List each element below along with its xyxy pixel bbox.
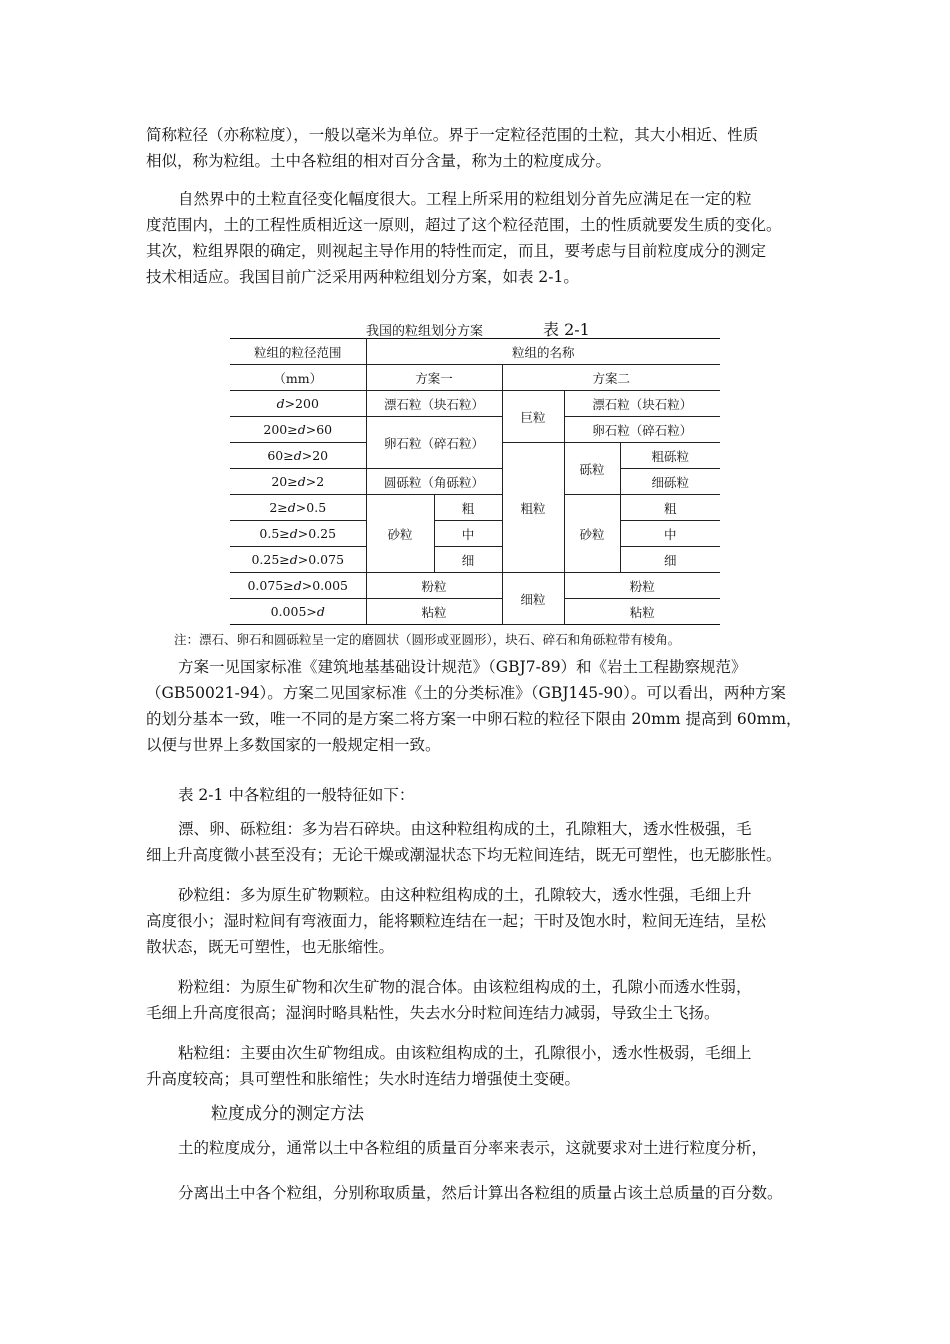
paragraph-intro-characteristics [146,782,808,808]
table-cell: 细 [620,547,720,573]
paragraph-grain-size-definition [146,122,808,174]
table-row [230,599,720,625]
text-line: 散状态，既无可塑性，也无胀缩性。 [146,938,395,956]
table-cell: 中 [434,521,502,547]
paragraph-grain-group-division [146,186,808,290]
range-cell: 20≥d>2 [230,469,366,495]
paragraph-separation [146,1180,808,1206]
table-row [230,495,720,521]
text-line: 土的粒度成分，通常以土中各粒组的质量百分率来表示，这就要求对土进行粒度分析， [178,1139,768,1157]
table-cell: 粗粒 [502,443,564,573]
table-cell: 粗 [434,495,502,521]
table-header-cell: 方案一 [366,365,502,391]
table-header-cell: 粒组的名称 [366,339,720,365]
table-cell: 漂石粒（块石粒） [366,391,502,417]
text-line: 度范围内，土的工程性质相近这一原则，超过了这个粒径范围，土的性质就要发生质的变化。 [146,216,782,234]
table-cell: 细 [434,547,502,573]
table-row [230,339,720,365]
range-cell: d>200 [230,391,366,417]
table-cell: 砂粒 [366,495,434,573]
range-cell: 60≥d>20 [230,443,366,469]
text-line: 升高度较高；具可塑性和胀缩性；失水时连结力增强使土变硬。 [146,1070,581,1088]
grain-group-table [230,338,720,625]
table-row [230,365,720,391]
table-cell: 漂石粒（块石粒） [564,391,720,417]
text-line: 分离出土中各个粒组，分别称取质量，然后计算出各粒组的质量占该土总质量的百分数。 [178,1184,783,1202]
range-cell: 0.075≥d>0.005 [230,573,366,599]
table-row [230,469,720,495]
table-cell: 细砾粒 [620,469,720,495]
text-line: 以便与世界上多数国家的一般规定相一致。 [146,736,441,754]
text-line: 技术相适应。我国目前广泛采用两种粒组划分方案，如表 2-1。 [146,268,579,286]
text-line: 方案一见国家标准《建筑地基基础设计规范》（GBJ7-89）和《岩土工程勘察规范》 [178,658,747,676]
text-line: 其次，粒组界限的确定，则视起主导作用的特性而定，而且，要考虑与目前粒度成分的测定 [146,242,767,260]
table-cell: 巨粒 [502,391,564,443]
text-line: 简称粒径（亦称粒度），一般以毫米为单位。界于一定粒径范围的土粒，其大小相近、性质 [146,126,759,144]
table-cell: 圆砾粒（角砾粒） [366,469,502,495]
table-row [230,391,720,417]
range-cell: 0.25≥d>0.075 [230,547,366,573]
text-line: 高度很小；湿时粒间有弯液面力，能将颗粒连结在一起；干时及饱水时，粒间无连结，呈松 [146,912,767,930]
table-cell: 粉粒 [366,573,502,599]
table-cell: 粗 [620,495,720,521]
table-row [230,547,720,573]
table-header-cell: 粒组的粒径范围 [230,339,366,365]
range-cell: 200≥d>60 [230,417,366,443]
text-line: 毛细上升高度很高；湿润时略具粘性，失去水分时粒间连结力减弱，导致尘土飞扬。 [146,1004,720,1022]
text-line: 粉粒组：为原生矿物和次生矿物的混合体。由该粒组构成的土，孔隙小而透水性弱， [178,978,752,996]
paragraph-silt [146,974,808,1026]
table-cell: 粗砾粒 [620,443,720,469]
paragraph-clay [146,1040,808,1092]
paragraph-boulder-gravel [146,816,808,868]
table-row [230,573,720,599]
paragraph-analysis [146,1135,808,1161]
text-line: 砂粒组：多为原生矿物颗粒。由这种粒组构成的土，孔隙较大，透水性强，毛细上升 [178,886,752,904]
table-header-cell: 方案二 [502,365,720,391]
text-line: 相似，称为粒组。土中各粒组的相对百分含量，称为土的粒度成分。 [146,152,612,170]
table-cell: 砂粒 [564,495,620,573]
table-caption: 我国的粒组划分方案 [366,324,484,339]
table-header-cell: （mm） [230,365,366,391]
text-line: 漂、卵、砾粒组：多为岩石碎块。由这种粒组构成的土，孔隙粗大，透水性极强，毛 [178,820,752,838]
text-line: 自然界中的土粒直径变化幅度很大。工程上所采用的粒组划分首先应满足在一定的粒 [178,190,752,208]
paragraph-schemes-comparison [146,654,808,758]
table-cell: 卵石粒（碎石粒） [366,417,502,469]
table-cell: 砾粒 [564,443,620,495]
section-heading: 粒度成分的测定方法 [211,1104,364,1124]
table-cell: 中 [620,521,720,547]
table-cell: 卵石粒（碎石粒） [564,417,720,443]
text-line: 细上升高度微小甚至没有；无论干燥或潮湿状态下均无粒间连结，既无可塑性，也无膨胀性。 [146,846,782,864]
table-number: 表 2-1 [543,320,590,339]
text-line: （GB50021-94）。方案二见国家标准《土的分类标准》（GBJ145-90）。可以看出，两种方案 [146,684,786,702]
range-cell: 0.005>d [230,599,366,625]
paragraph-sand [146,882,808,960]
table-cell: 粘粒 [366,599,502,625]
text-line: 粘粒组：主要由次生矿物组成。由该粒组构成的土，孔隙很小，透水性极弱，毛细上 [178,1044,752,1062]
table-cell: 细粒 [502,573,564,625]
table-cell: 粉粒 [564,573,720,599]
text-line: 表 2-1 中各粒组的一般特征如下： [178,786,415,804]
table-row [230,417,720,443]
range-cell: 2≥d>0.5 [230,495,366,521]
table-note: 注：漂石、卵石和圆砾粒呈一定的磨圆状（圆形或亚圆形），块石、碎石和角砾粒带有棱角。 [174,632,681,647]
text-line: 的划分基本一致，唯一不同的是方案二将方案一中卵石粒的粒径下限由 20mm 提高到 60mm， [146,710,802,728]
range-cell: 0.5≥d>0.25 [230,521,366,547]
table-row [230,521,720,547]
table-cell: 粘粒 [564,599,720,625]
